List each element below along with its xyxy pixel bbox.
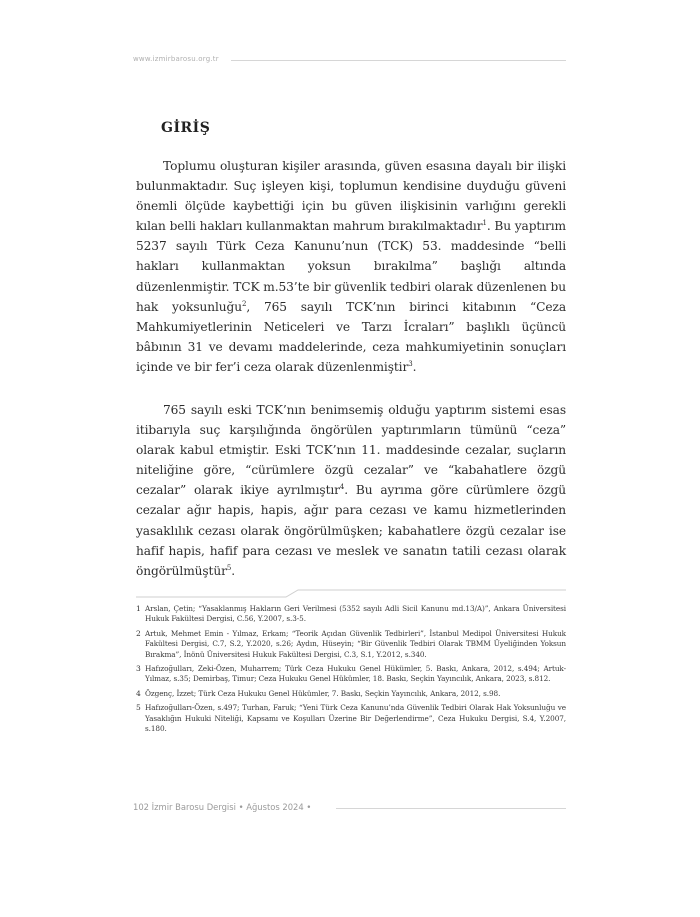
- journal-name: İzmir Barosu Dergisi: [151, 802, 236, 812]
- paragraph-2: [136, 400, 566, 581]
- paragraph-1-text-d: .: [412, 359, 417, 374]
- paragraph-1-text-b: . Bu yaptırım 5237 sayılı Türk Ceza Kanunu’nun (TCK) 53. maddesinde “belli hakları kullanmaktan yoksun bırakılma” başlığı altında düzenlenmiştir. TCK m.53’te bir güvenlik tedbiri olarak düzenlenen bu hak yoksunluğu: [136, 219, 566, 314]
- footnote-text: Arslan, Çetin; “Yasaklanmış Hakların Geri Verilmesi (5352 sayılı Adli Sicil Kanunu md.13/A)”, Ankara Üniversitesi Hukuk Fakültesi Dergisi, C.56, Y.2007, s.3-5.: [145, 604, 566, 624]
- footnote-3: [136, 664, 566, 685]
- footnote-ref-2: 2: [242, 299, 247, 308]
- paragraph-1-text-a: Toplumu oluşturan kişiler arasında, güven esasına dayalı bir ilişki bulunmaktadır. Suç işleyen kişi, toplumun kendisine duyduğu güveni önemli ölçüde kaybettiği için bu güven ilişkisinin varlığını gerekli kılan belli hakları kullanmaktan mahrum bırakılmaktadır: [136, 159, 566, 234]
- paragraph-2-text-c: .: [231, 563, 235, 578]
- footnote-ref-3: 3: [408, 359, 413, 368]
- footer-rule: [336, 808, 566, 809]
- page-footer: [133, 802, 311, 812]
- footnote-4: [136, 689, 566, 699]
- footnote-number: 3: [136, 664, 141, 674]
- paragraph-1-text-c: , 765 sayılı TCK’nın birinci kitabının “Ceza Mahkumiyetlerinin Neticeleri ve Tarzı İcraları” başlıklı üçüncü bâbının 31 ve devamı maddelerinde, ceza mahkumiyetinin sonuçları içinde ve bir fer’i ceza olarak düzenlenmiştir: [136, 299, 566, 374]
- footnote-text: Hafızoğulları-Özen, s.497; Turhan, Faruk; “Yeni Türk Ceza Kanunu’nda Güvenlik Tedbiri Olarak Hak Yoksunluğu ve Yasaklığın Hukuki Niteliği, Kapsamı ve Koşulları Üzerine Bir Değerlendirme”, Ceza Hukuku Dergisi, S.4, Y.2007, s.180.: [145, 703, 566, 734]
- issue-date: Ağustos 2024: [246, 802, 304, 812]
- footer-bullet: •: [306, 802, 312, 812]
- footnote-ref-4: 4: [339, 483, 345, 492]
- footnote-divider: [136, 587, 566, 601]
- footnote-number: 5: [136, 703, 141, 713]
- footnote-number: 4: [136, 688, 141, 698]
- section-title: GİRİŞ: [161, 120, 211, 136]
- header-rule: [231, 60, 566, 61]
- footnote-2: [136, 629, 566, 660]
- footnote-5: [136, 703, 566, 734]
- footnotes: [136, 604, 566, 738]
- footnote-number: 2: [136, 628, 141, 638]
- footnote-number: 1: [136, 604, 141, 613]
- paragraph-2-text-a: 765 sayılı eski TCK’nın benimsemiş olduğu yaptırım sistemi esas itibarıyla suç karşılığında öngörülen yaptırımların tümünü “ceza” olarak kabul etmiştir. Eski TCK’nın 11. maddesinde cezalar, suçların niteliğine göre, “cürümlere özgü cezalar” ve “kabahatlere özgü cezalar” olarak ikiye ayrılmıştır: [136, 403, 566, 498]
- footnote-text: Artuk, Mehmet Emin - Yılmaz, Erkam; “Teorik Açıdan Güvenlik Tedbirleri”, İstanbul Medipol Üniversitesi Hukuk Fakültesi Dergisi, C.7, S.2, Y.2020, s.26; Aydın, Hüseyin; “Bir Güvenlik Tedbiri Olarak TBMM Üyeliğinden Yoksun Bırakma”, İnönü Üniversitesi Hukuk Fakültesi Dergisi, C.3, S.1, Y.2012, s.340.: [145, 628, 566, 659]
- footer-bullet: •: [238, 802, 244, 812]
- page-number: 102: [133, 802, 149, 812]
- footnote-ref-5: 5: [226, 563, 232, 572]
- footnote-text: Özgenç, İzzet; Türk Ceza Hukuku Genel Hükümler, 7. Baskı, Seçkin Yayıncılık, Ankara, 2012, s.98.: [145, 688, 501, 698]
- footnote-ref-1: 1: [482, 219, 487, 228]
- header-url: www.izmirbarosu.org.tr: [133, 55, 219, 63]
- paragraph-1: [136, 156, 566, 377]
- footnote-1: [136, 604, 566, 625]
- footnote-text: Hafızoğulları, Zeki-Özen, Muharrem; Türk Ceza Hukuku Genel Hükümler, 5. Baskı, Ankara, 2012, s.494; Artuk-Yılmaz, s.35; Demirbaş, Timur; Ceza Hukuku Genel Hükümler, 18. Baskı, Seçkin Yayıncılık, Ankara, 2023, s.812.: [145, 664, 566, 684]
- paragraph-2-text-b: . Bu ayrıma göre cürümlere özgü cezalar ağır hapis, hapis, ağır para cezası ve kamu hizmetlerinden yasaklılık cezası olarak öngörülmüşken; kabahatlere özgü cezalar ise hafif hapis, hafif para cezası ve meslek ve sanatın tatili cezası olarak öngörülmüştür: [136, 483, 566, 578]
